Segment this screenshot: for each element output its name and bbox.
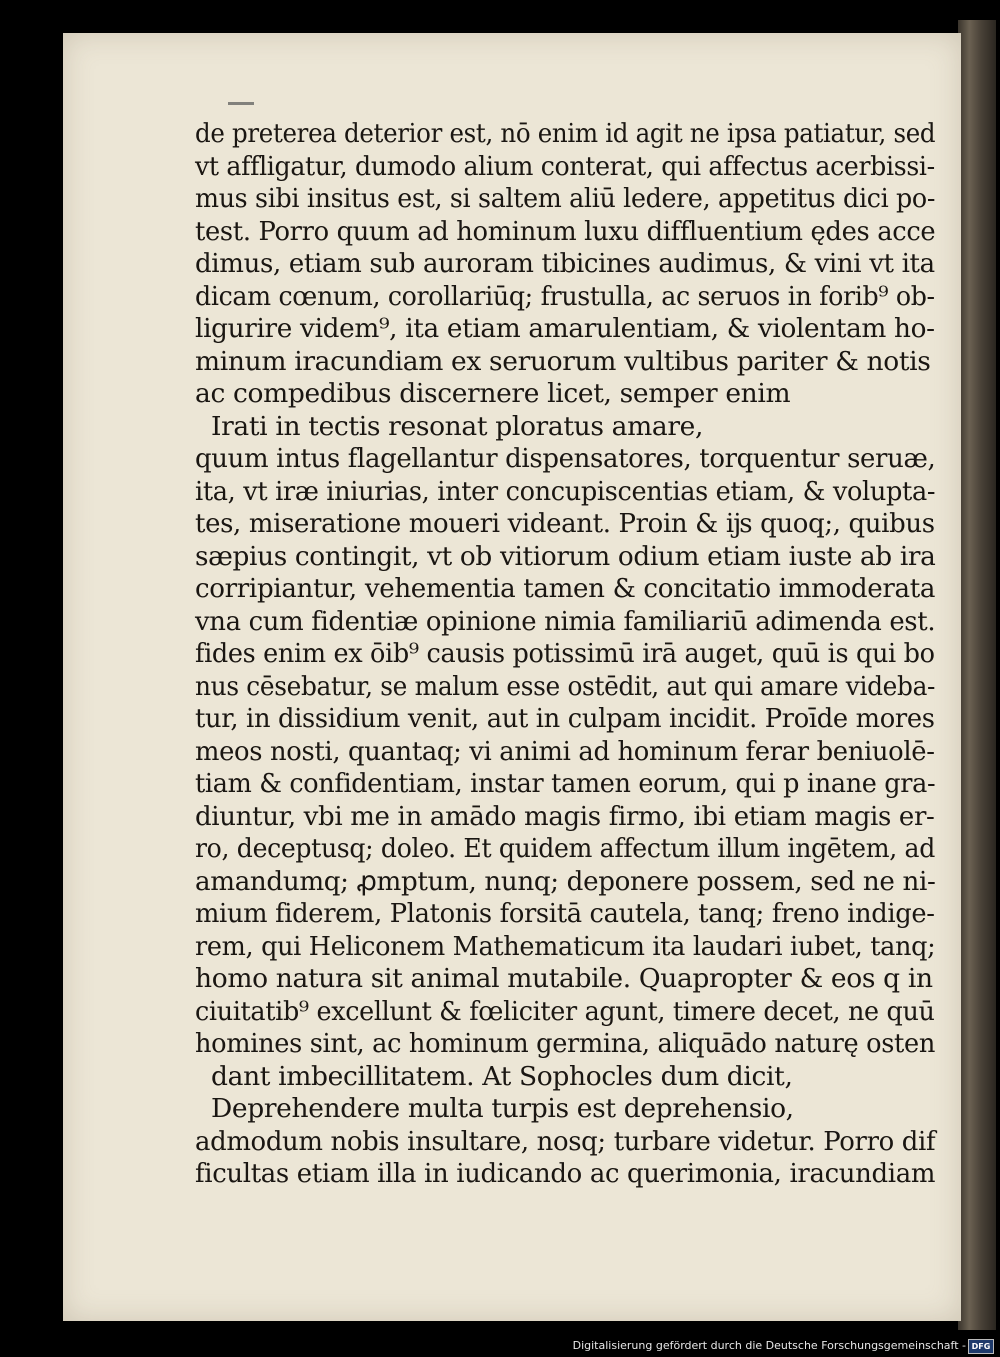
page-mark bbox=[228, 102, 254, 105]
text-line: ro, deceptusq; doleo. Et quidem affectum illum ingētem, ad bbox=[195, 833, 935, 864]
text-line: tiam & confidentiam, instar tamen eorum, qui p inane gra- bbox=[195, 768, 936, 799]
text-line: dant imbecillitatem. At Sophocles dum dicit, bbox=[211, 1060, 793, 1092]
text-line: meos nosti, quantaq; vi animi ad hominum ferar beniuolē- bbox=[195, 735, 935, 767]
text-line: vna cum fidentiæ opinione nimia familiariū adimenda est. bbox=[195, 605, 936, 637]
text-line: mium fiderem, Platonis forsitā cautela, tanq; freno indige- bbox=[195, 898, 935, 929]
text-line: amandumq; ꝓmptum, nunq; deponere possem, sed ne ni- bbox=[195, 865, 936, 897]
text-line: quum intus flagellantur dispensatores, torquentur seruæ, bbox=[195, 443, 936, 474]
text-line: minum iracundiam ex seruorum vultibus pariter & notis bbox=[195, 345, 931, 377]
book-spine-edge bbox=[958, 20, 996, 1330]
page-text-block bbox=[195, 118, 935, 1191]
text-line: tur, in dissidium venit, aut in culpam incidit. Proīde mores bbox=[195, 703, 935, 734]
text-line: Deprehendere multa turpis est deprehensio, bbox=[211, 1093, 794, 1124]
text-line: corripiantur, vehementia tamen & concitatio immoderata bbox=[195, 573, 936, 604]
text-line: homo natura sit animal mutabile. Quapropter & eos q in bbox=[195, 963, 933, 994]
text-line: nus cēsebatur, se malum esse ostēdit, aut qui amare videba- bbox=[195, 670, 936, 702]
text-line: ac compedibus discernere licet, semper enim bbox=[195, 378, 791, 409]
text-line: homines sint, ac hominum germina, aliquādo naturę osten bbox=[195, 1028, 936, 1059]
text-line: sæpius contingit, vt ob vitiorum odium etiam iuste ab ira bbox=[195, 540, 936, 572]
digitization-credit: Digitalisierung gefördert durch die Deutsche Forschungsgemeinschaft - bbox=[572, 1339, 966, 1352]
text-line: ficultas etiam illa in iudicando ac querimonia, iracundiam bbox=[195, 1158, 936, 1189]
text-line: de preterea deterior est, nō enim id agit ne ipsa patiatur, sed bbox=[195, 118, 936, 149]
text-line: fides enim ex ōib⁹ causis potissimū irā auget, quū is qui bo bbox=[195, 638, 935, 669]
text-line: test. Porro quum ad hominum luxu diffluentium ędes acce bbox=[195, 215, 936, 247]
text-line: diuntur, vbi me in amādo magis firmo, ibi etiam magis er- bbox=[195, 800, 935, 832]
text-line: ligurire videm⁹, ita etiam amarulentiam, & violentam ho- bbox=[195, 313, 935, 344]
text-line: rem, qui Heliconem Mathematicum ita laudari iubet, tanq; bbox=[195, 930, 936, 962]
text-line: tes, miseratione moueri videant. Proin & ĳs quoq;, quibus bbox=[195, 508, 935, 539]
text-line: dicam cœnum, corollariūq; frustulla, ac seruos in forib⁹ ob- bbox=[195, 280, 935, 312]
text-line: dimus, etiam sub auroram tibicines audimus, & vini vt ita bbox=[195, 248, 935, 279]
text-line: mus sibi insitus est, si saltem aliū ledere, appetitus dici po- bbox=[195, 183, 936, 214]
text-line: admodum nobis insultare, nosq; turbare videtur. Porro dif bbox=[195, 1125, 936, 1157]
text-line: ciuitatib⁹ excellunt & fœliciter agunt, timere decet, ne quū bbox=[195, 995, 935, 1027]
text-line: vt affligatur, dumodo alium conterat, qui affectus acerbissi- bbox=[195, 150, 935, 182]
text-line: Irati in tectis resonat ploratus amare, bbox=[211, 410, 704, 442]
dfg-logo: DFG bbox=[968, 1339, 994, 1354]
text-line: ita, vt iræ iniurias, inter concupiscentias etiam, & volupta- bbox=[195, 475, 936, 507]
